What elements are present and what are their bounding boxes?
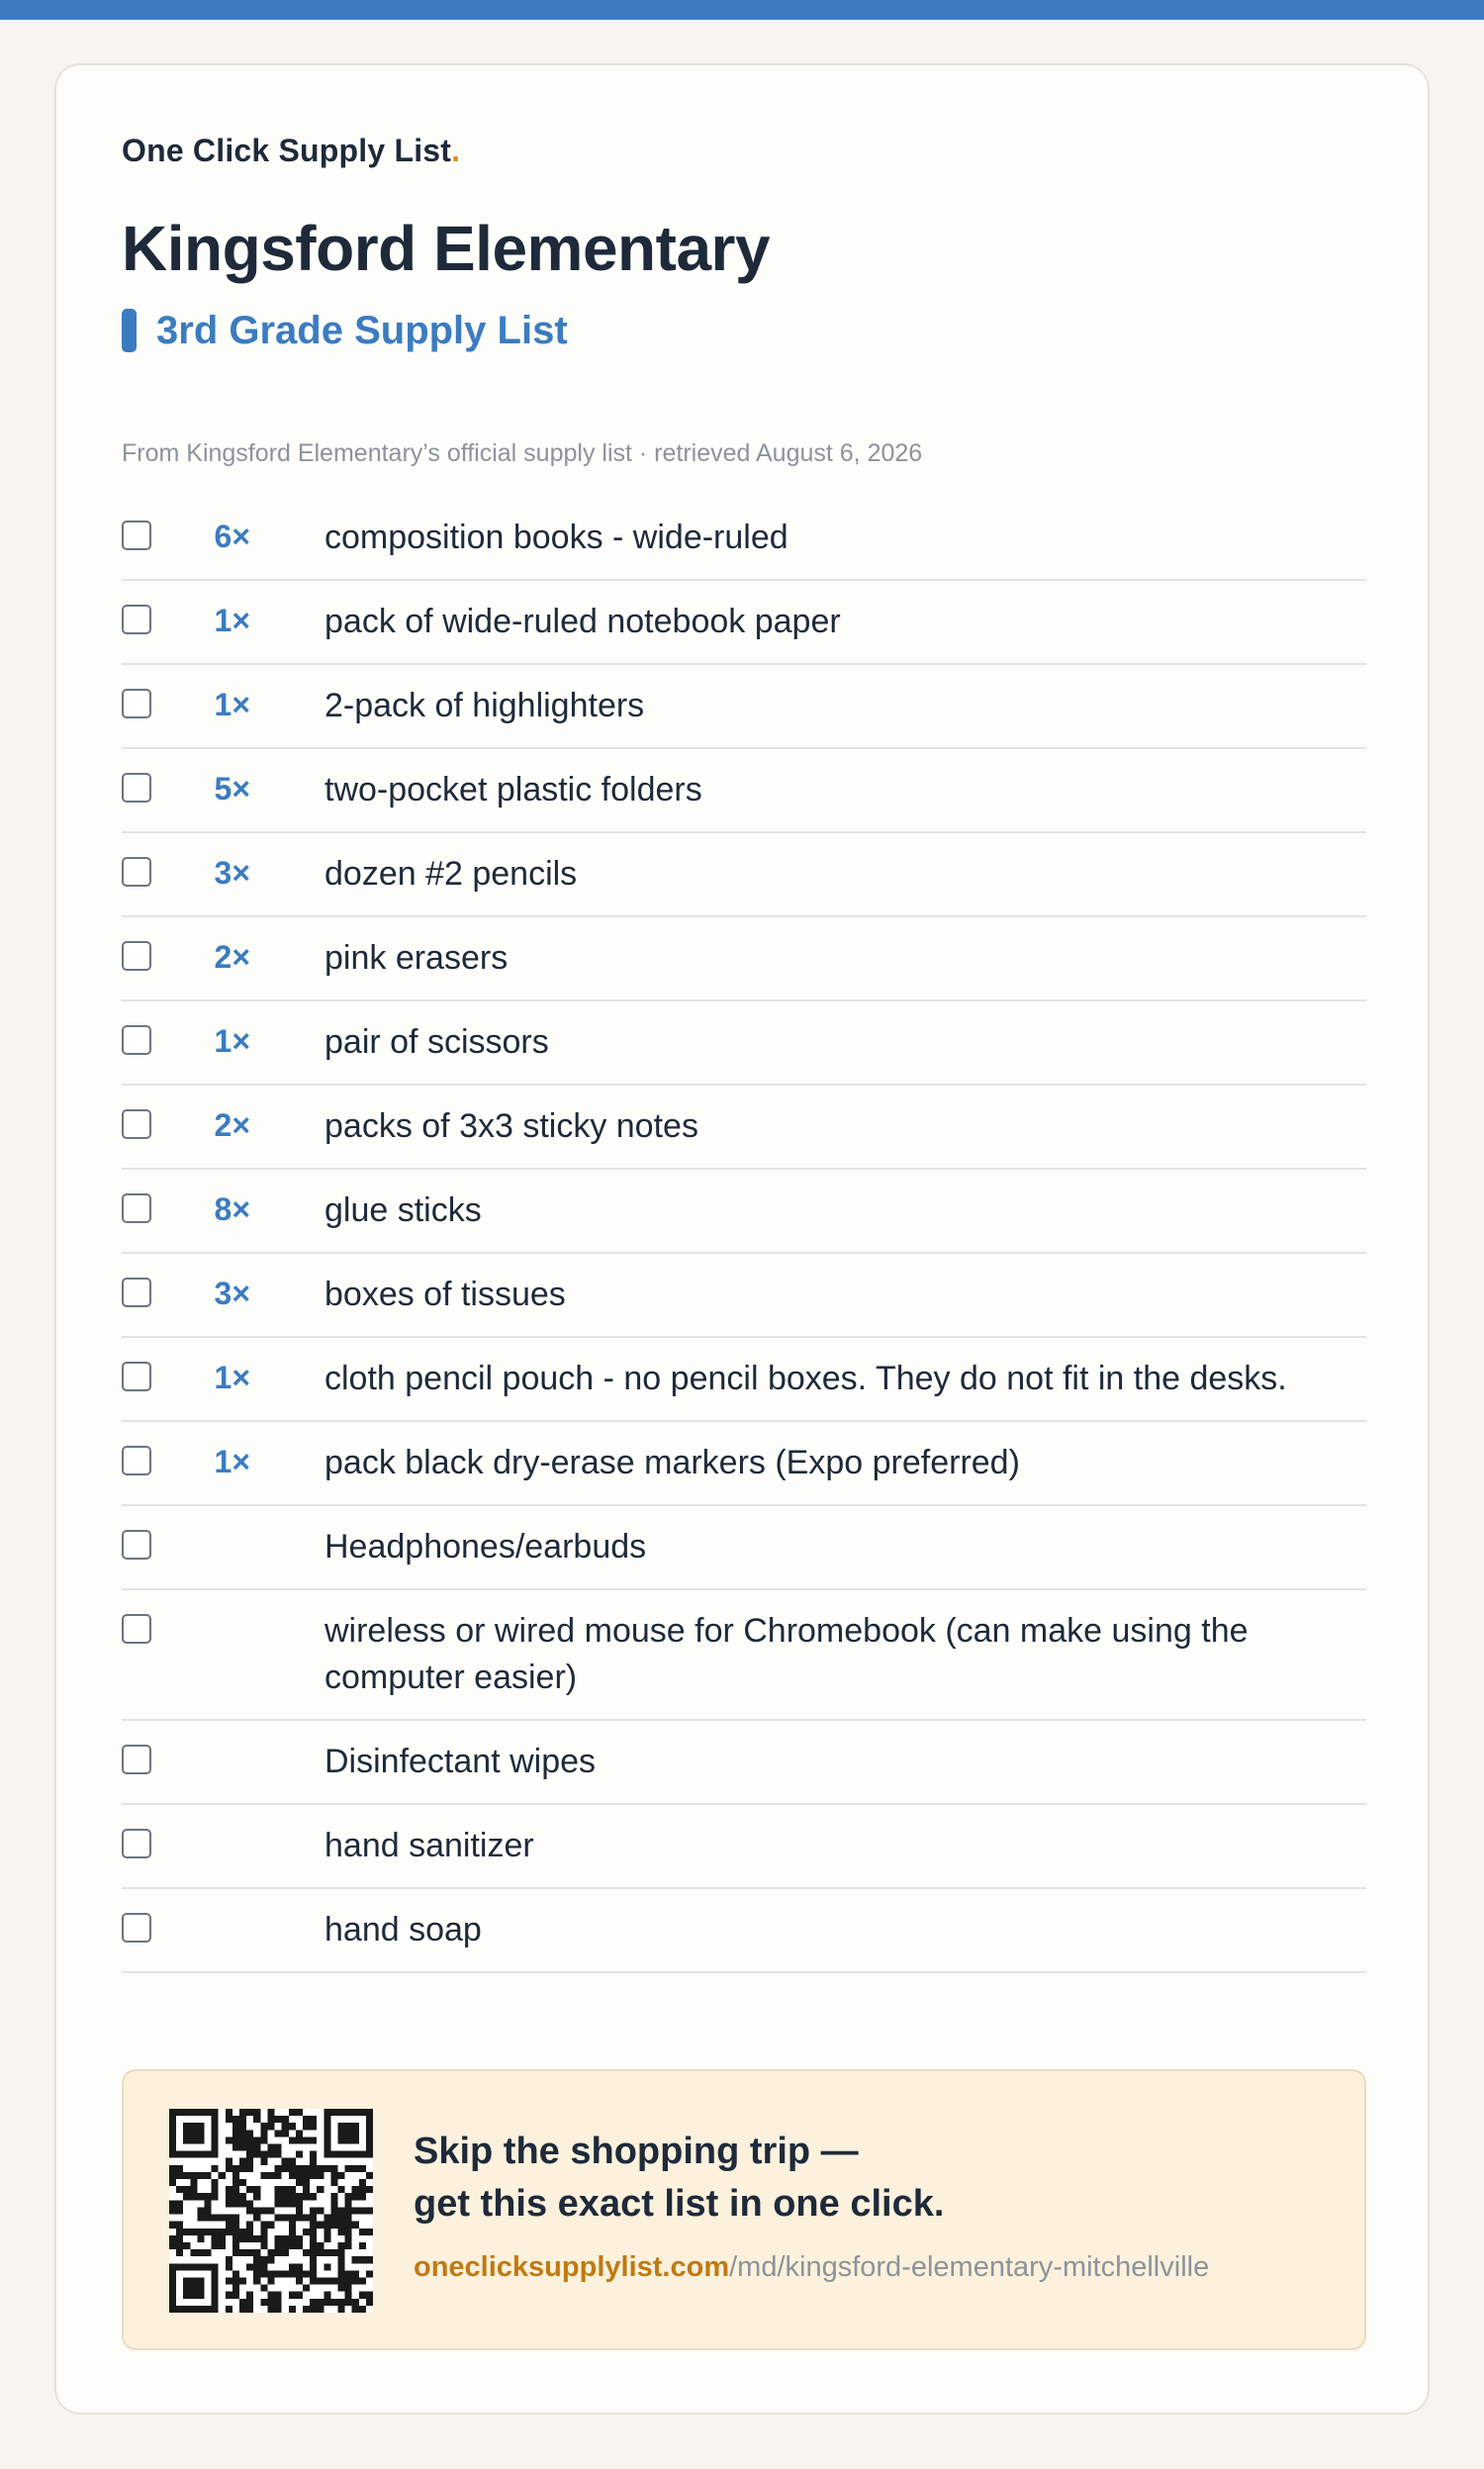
item-label: pack of wide-ruled notebook paper — [325, 603, 841, 640]
qr-code[interactable] — [169, 2109, 373, 2313]
item-checkbox[interactable] — [122, 1829, 151, 1858]
promo-headline-line-2: get this exact list in one click. — [414, 2183, 945, 2225]
brand-logo[interactable] — [122, 133, 460, 169]
supply-item — [122, 1889, 1366, 1973]
item-label: pink erasers — [325, 939, 509, 977]
item-label: pair of scissors — [325, 1023, 549, 1061]
item-checkbox[interactable] — [122, 1193, 151, 1223]
supply-item — [122, 665, 1366, 749]
item-quantity: 1× — [214, 1360, 250, 1395]
item-label: hand sanitizer — [325, 1827, 534, 1864]
item-label: hand soap — [325, 1911, 482, 1948]
supply-item — [122, 1338, 1366, 1422]
top-accent-bar — [0, 0, 1484, 20]
item-quantity: 3× — [214, 855, 250, 891]
supply-item — [122, 917, 1366, 1001]
supply-list-card — [54, 63, 1430, 2415]
item-quantity: 3× — [214, 1276, 250, 1311]
supply-item — [122, 497, 1366, 581]
item-checkbox[interactable] — [122, 941, 151, 971]
item-checkbox[interactable] — [122, 1278, 151, 1307]
item-label: dozen #2 pencils — [325, 855, 578, 893]
supply-items-list — [122, 497, 1366, 1973]
promo-headline-line-1: Skip the shopping trip — — [414, 2131, 859, 2172]
supply-item — [122, 1422, 1366, 1506]
item-quantity: 1× — [214, 1444, 250, 1479]
item-label: pack black dry-erase markers (Expo preferred) — [325, 1444, 1020, 1481]
promo-box — [122, 2069, 1366, 2350]
supply-item — [122, 833, 1366, 917]
item-checkbox[interactable] — [122, 773, 151, 803]
item-checkbox[interactable] — [122, 521, 151, 550]
item-label: cloth pencil pouch - no pencil boxes. They do not fit in the desks. — [325, 1360, 1287, 1397]
source-note: From Kingsford Elementary’s official supply list · retrieved August 6, 2026 — [122, 439, 923, 467]
promo-link[interactable] — [414, 2251, 1209, 2284]
item-checkbox[interactable] — [122, 1745, 151, 1774]
item-checkbox[interactable] — [122, 605, 151, 634]
item-checkbox[interactable] — [122, 1614, 151, 1644]
supply-item — [122, 1170, 1366, 1254]
promo-url-path: /md/kingsford-elementary-mitchellville — [729, 2251, 1210, 2283]
item-label: Headphones/earbuds — [325, 1528, 647, 1566]
item-quantity: 5× — [214, 771, 250, 807]
item-quantity: 1× — [214, 1023, 250, 1059]
brand-dot: . — [451, 133, 461, 168]
supply-item — [122, 1001, 1366, 1086]
item-checkbox[interactable] — [122, 1913, 151, 1943]
school-name: Kingsford Elementary — [122, 213, 771, 284]
item-label: 2-pack of highlighters — [325, 687, 645, 724]
item-quantity: 8× — [214, 1191, 250, 1227]
supply-item — [122, 1805, 1366, 1889]
item-quantity: 1× — [214, 603, 250, 638]
supply-item — [122, 1506, 1366, 1590]
brand-name: One Click Supply List — [122, 133, 452, 168]
supply-item — [122, 581, 1366, 665]
item-label: composition books - wide-ruled — [325, 519, 788, 556]
item-quantity: 6× — [214, 519, 250, 554]
item-label: boxes of tissues — [325, 1276, 566, 1313]
supply-item — [122, 749, 1366, 833]
item-quantity: 1× — [214, 687, 250, 722]
supply-item — [122, 1721, 1366, 1805]
item-label: packs of 3x3 sticky notes — [325, 1107, 698, 1145]
item-label: wireless or wired mouse for Chromebook (can make using the computer easier) — [325, 1612, 1249, 1696]
grade-title: 3rd Grade Supply List — [156, 308, 568, 352]
supply-item — [122, 1086, 1366, 1170]
item-checkbox[interactable] — [122, 1109, 151, 1139]
item-label: glue sticks — [325, 1191, 482, 1229]
grade-accent-bar — [122, 309, 137, 352]
supply-item — [122, 1590, 1366, 1721]
item-checkbox[interactable] — [122, 857, 151, 887]
supply-item — [122, 1254, 1366, 1338]
item-quantity: 2× — [214, 939, 250, 975]
item-label: Disinfectant wipes — [325, 1743, 597, 1780]
item-checkbox[interactable] — [122, 1446, 151, 1475]
grade-heading — [122, 306, 568, 355]
item-checkbox[interactable] — [122, 689, 151, 718]
item-label: two-pocket plastic folders — [325, 771, 702, 808]
item-checkbox[interactable] — [122, 1530, 151, 1560]
item-checkbox[interactable] — [122, 1025, 151, 1055]
item-quantity: 2× — [214, 1107, 250, 1143]
item-checkbox[interactable] — [122, 1362, 151, 1391]
promo-url-domain: oneclicksupplylist.com — [414, 2251, 730, 2283]
